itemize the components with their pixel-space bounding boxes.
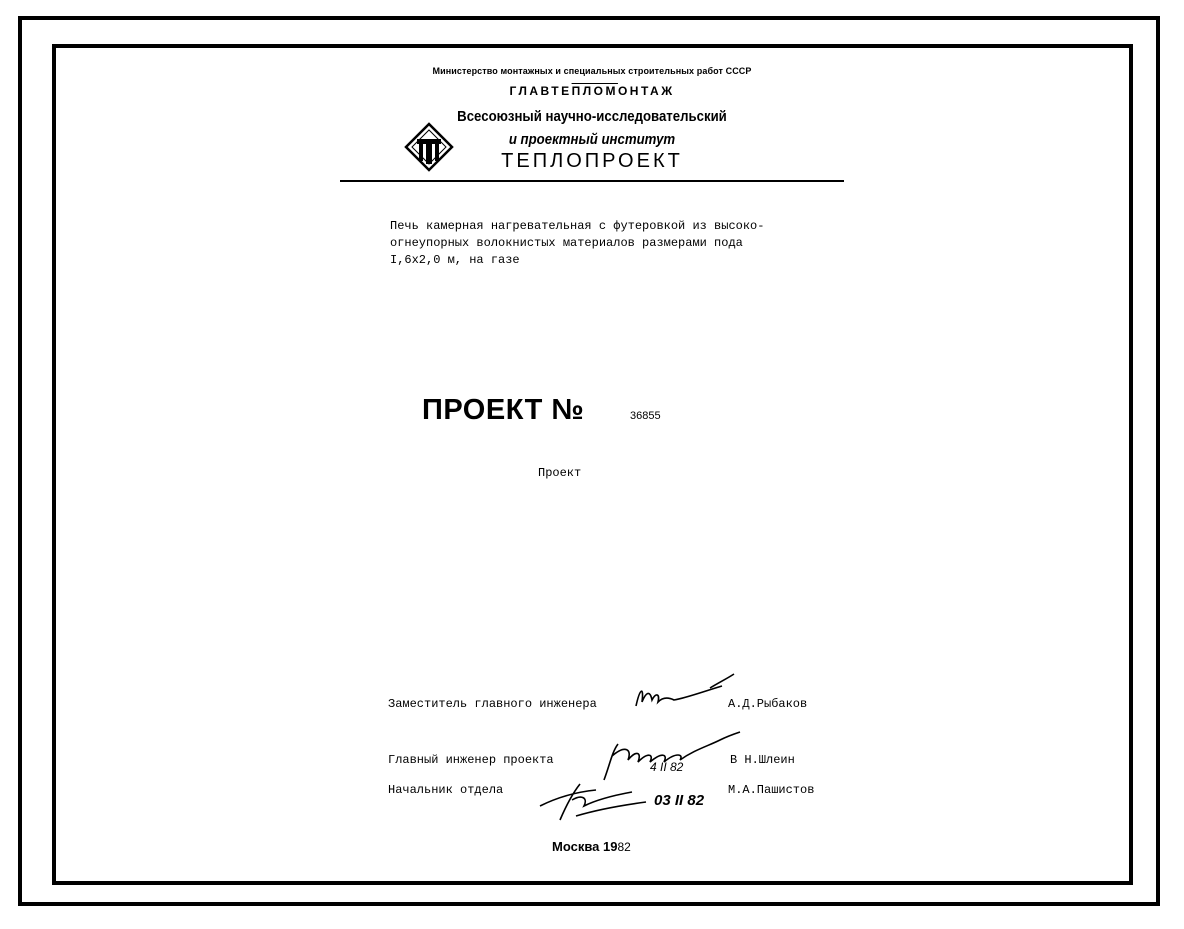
project-heading: ПРОЕКТ № <box>422 394 585 426</box>
institute-logo-icon <box>404 122 454 172</box>
ministry-line: Министерство монтажных и специальных строительных работ СССР <box>432 66 752 76</box>
signatory-role-3: Начальник отдела <box>388 783 504 797</box>
signatory-role-2: Главный инженер проекта <box>388 753 554 767</box>
handwritten-date-2: 03 II 82 <box>654 792 705 809</box>
project-stage: Проект <box>538 466 582 480</box>
signatory-role-1: Заместитель главного инженера <box>388 697 597 711</box>
header-divider <box>340 180 844 182</box>
description-line-2: огнеупорных волокнистых материалов размерами пода <box>390 236 743 250</box>
city-label: Москва 19 <box>552 839 618 854</box>
glavk-part-2: ПЛОМ <box>571 84 618 98</box>
institute-line-2: и проектный институт <box>508 131 676 148</box>
signatory-name-1: А.Д.Рыбаков <box>728 697 808 711</box>
city-year <box>552 839 631 854</box>
signatory-name-2: В Н.Шлеин <box>730 753 795 767</box>
glavk-part-3: ОНТАЖ <box>617 84 675 98</box>
signature-3 <box>536 776 662 824</box>
handwritten-date-1: 4 II 82 <box>650 760 684 774</box>
signatory-name-3: М.А.Пашистов <box>728 783 815 797</box>
year-suffix: 82 <box>617 840 631 854</box>
glavk-line <box>340 84 844 98</box>
description-line-1: Печь камерная нагревательная с футеровкой из высоко- <box>390 219 765 233</box>
institute-name: ТЕПЛОПРОЕКТ <box>501 150 683 172</box>
project-number: 36855 <box>630 410 661 422</box>
description-line-3: I,6x2,0 м, на газе <box>390 253 520 267</box>
glavk-part-1: ГЛАВТЕ <box>509 84 572 98</box>
signature-1 <box>630 668 740 714</box>
institute-line-1: Всесоюзный научно-исследовательский <box>457 108 727 125</box>
project-description <box>390 218 850 269</box>
